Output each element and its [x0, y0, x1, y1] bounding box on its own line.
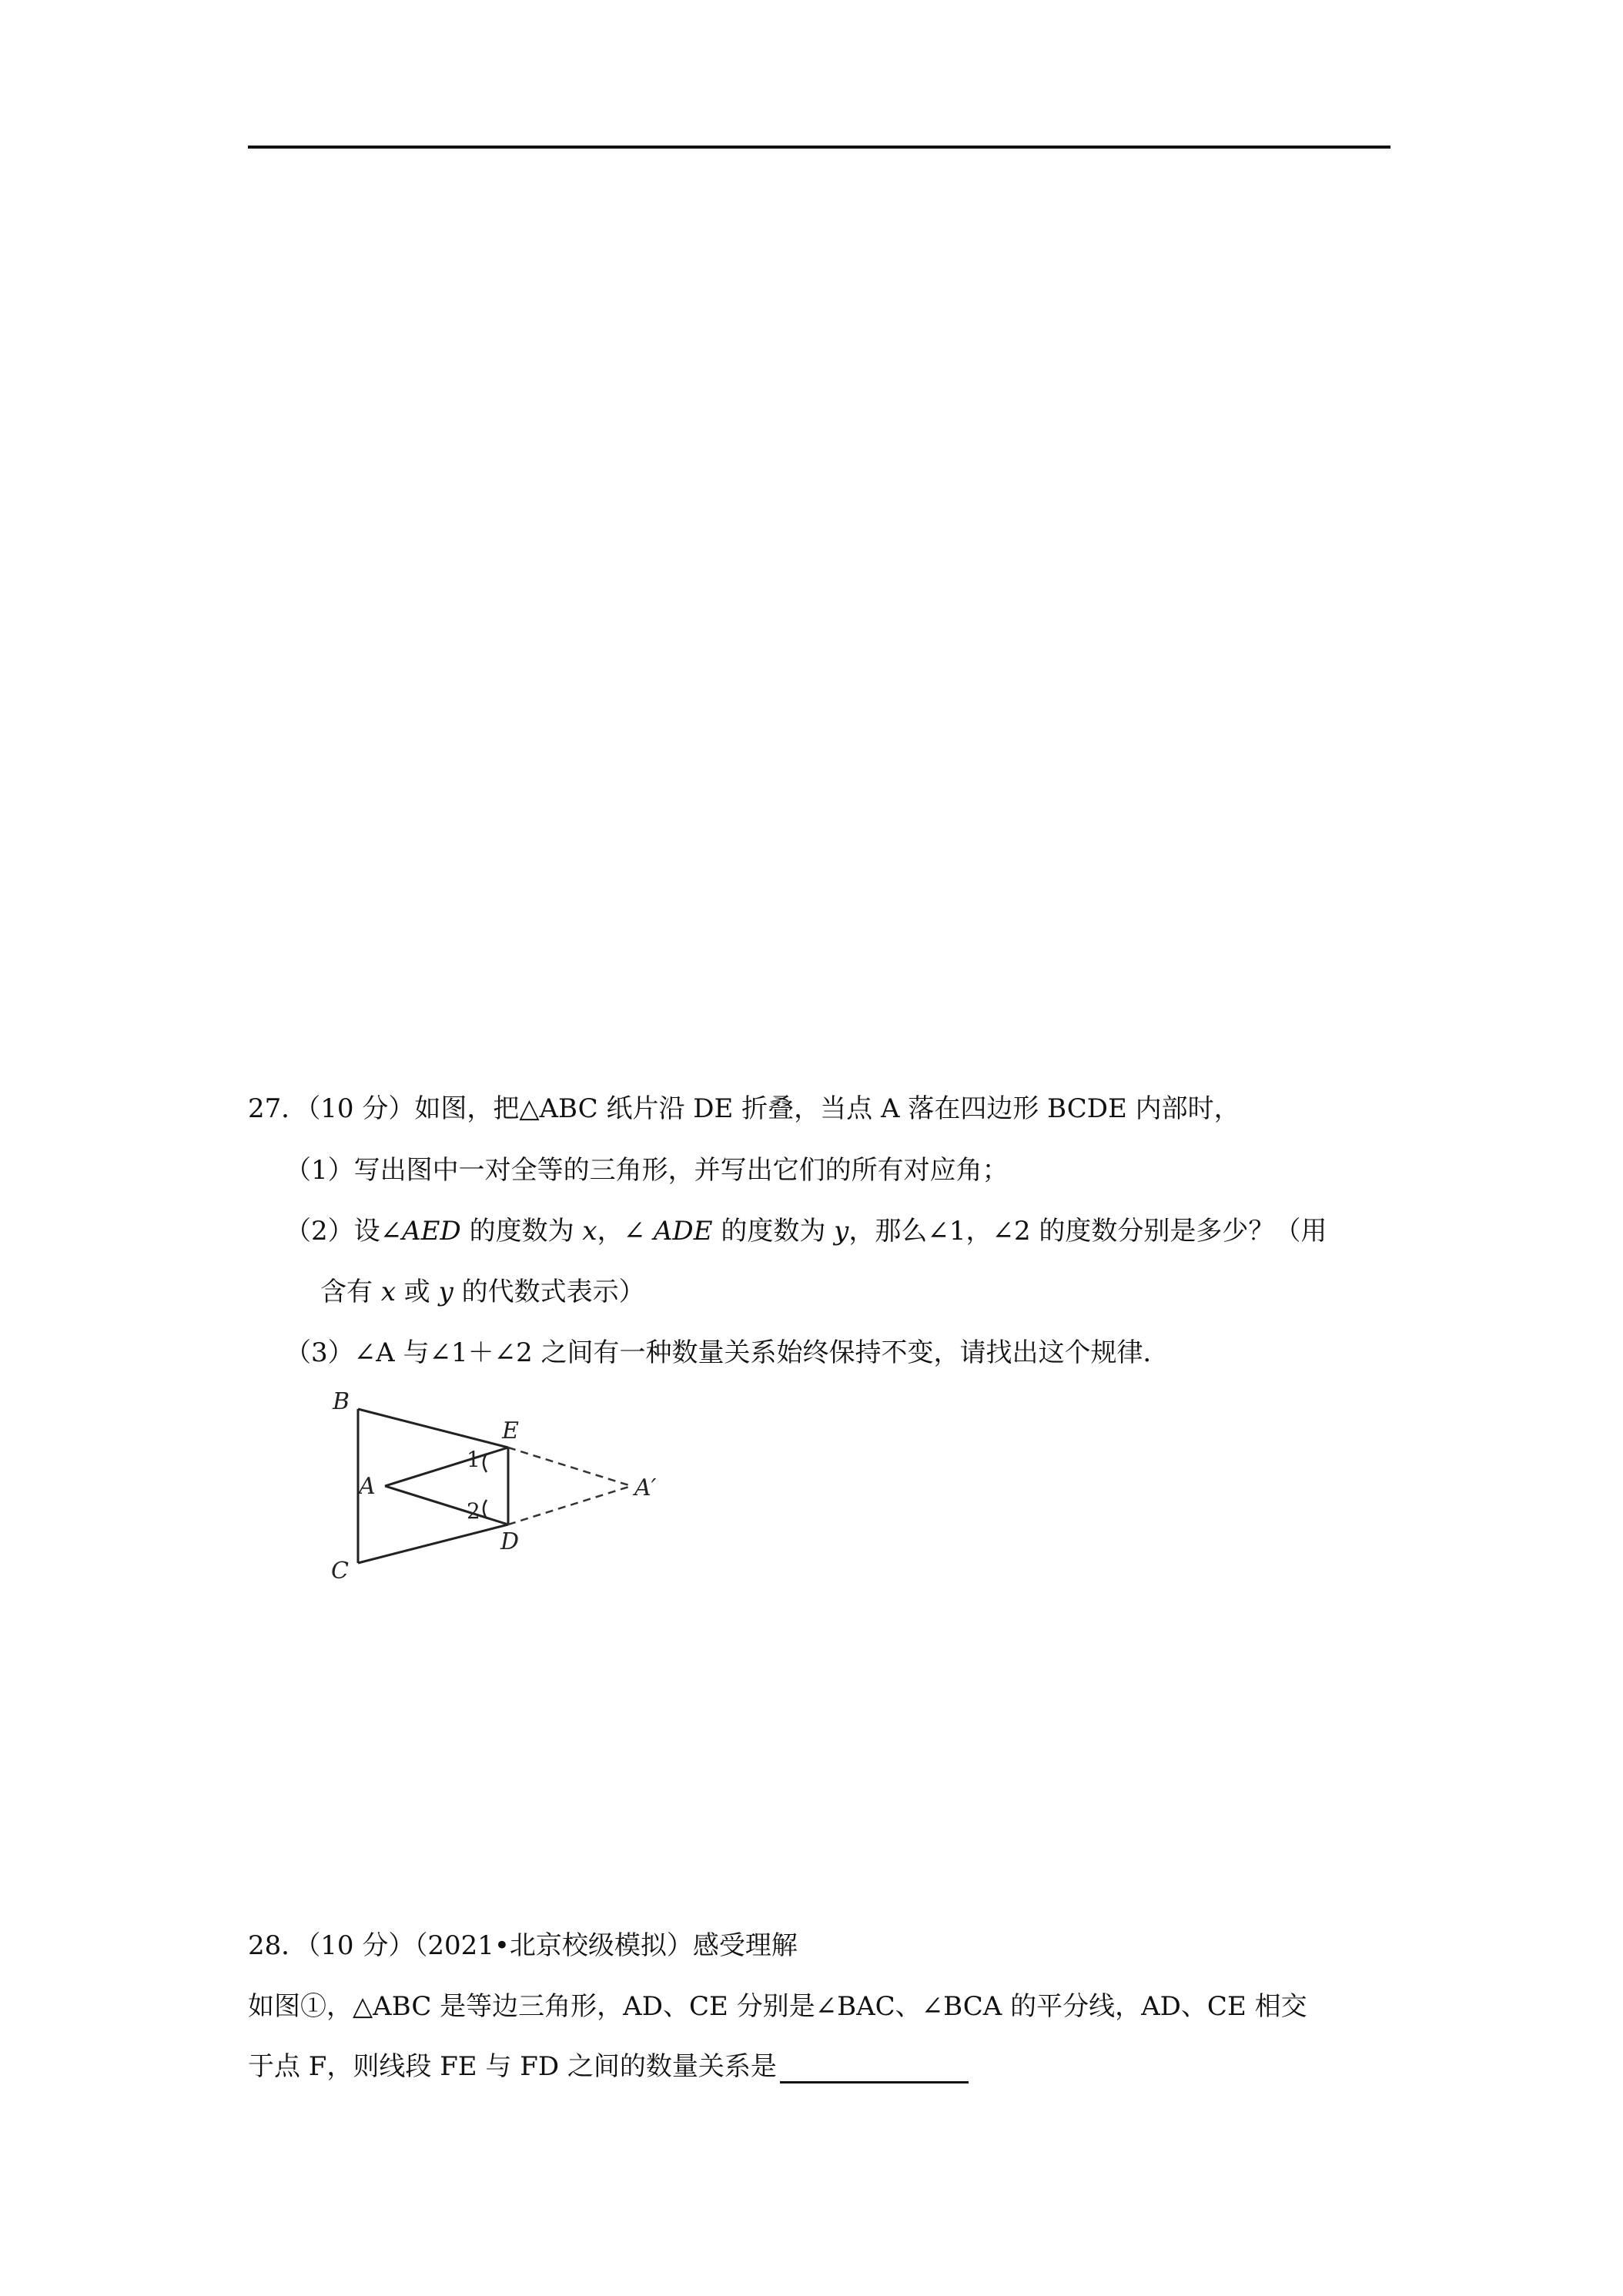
part2-mid3: 的度数为 — [712, 1216, 835, 1247]
segment-ae — [385, 1448, 508, 1486]
label-c: C — [331, 1558, 349, 1585]
part2-suffix: ，那么∠1，∠2 的度数分别是多少？（用 — [848, 1216, 1327, 1247]
part2-mid1: 的度数为 — [460, 1216, 583, 1247]
part2-mid2: ，∠ — [597, 1216, 654, 1247]
var-x: x — [380, 1277, 396, 1307]
folded-triangle-figure — [323, 1386, 678, 1594]
question-27-part-1: （1）写出图中一对全等的三角形，并写出它们的所有对应角； — [285, 1155, 1009, 1186]
segment-ad — [385, 1486, 508, 1525]
part2b-suffix: 的代数式表示） — [453, 1277, 645, 1307]
question-28-line-2 — [248, 2050, 969, 2083]
label-b: B — [333, 1388, 350, 1415]
part2-prefix: （2）设∠ — [285, 1216, 403, 1247]
angle-2-arc — [484, 1500, 487, 1518]
dashed-segment-ea-prime — [508, 1448, 631, 1486]
answer-blank — [780, 2053, 969, 2083]
label-angle-1: 1 — [467, 1447, 480, 1472]
segment-cd — [358, 1525, 508, 1563]
var-y: y — [834, 1216, 849, 1247]
var-y: y — [438, 1277, 453, 1307]
question-27-part-3: （3）∠A 与∠1＋∠2 之间有一种数量关系始终保持不变，请找出这个规律． — [285, 1337, 1170, 1368]
label-d: D — [500, 1528, 520, 1555]
angle-aed: AED — [402, 1216, 461, 1247]
part2b-mid: 或 — [396, 1277, 439, 1307]
segment-be — [358, 1409, 508, 1448]
label-a-prime: A′ — [634, 1474, 657, 1501]
question-27-part-2 — [285, 1214, 1327, 1248]
angle-ade: ADE — [653, 1216, 713, 1247]
var-x: x — [582, 1216, 597, 1247]
label-angle-2: 2 — [467, 1498, 480, 1524]
question-28-heading: 28．（10 分）（2021•北京校级模拟）感受理解 — [248, 1930, 798, 1961]
label-a: A — [359, 1473, 376, 1500]
question-27-part-2-continued — [320, 1275, 645, 1309]
question-27-heading: 27．（10 分）如图，把△ABC 纸片沿 DE 折叠，当点 A 落在四边形 BCDE 内部时， — [248, 1093, 1240, 1124]
label-e: E — [502, 1417, 519, 1444]
part2b-prefix: 含有 — [320, 1277, 381, 1307]
question-28-line-2-text: 于点 F，则线段 FE 与 FD 之间的数量关系是 — [248, 2051, 777, 2082]
dashed-segment-da-prime — [508, 1486, 631, 1525]
angle-1-arc — [484, 1454, 487, 1472]
question-28-line-1: 如图①，△ABC 是等边三角形，AD、CE 分别是∠BAC、∠BCA 的平分线，AD、CE 相交 — [248, 1991, 1307, 2022]
header-rule — [248, 146, 1390, 149]
